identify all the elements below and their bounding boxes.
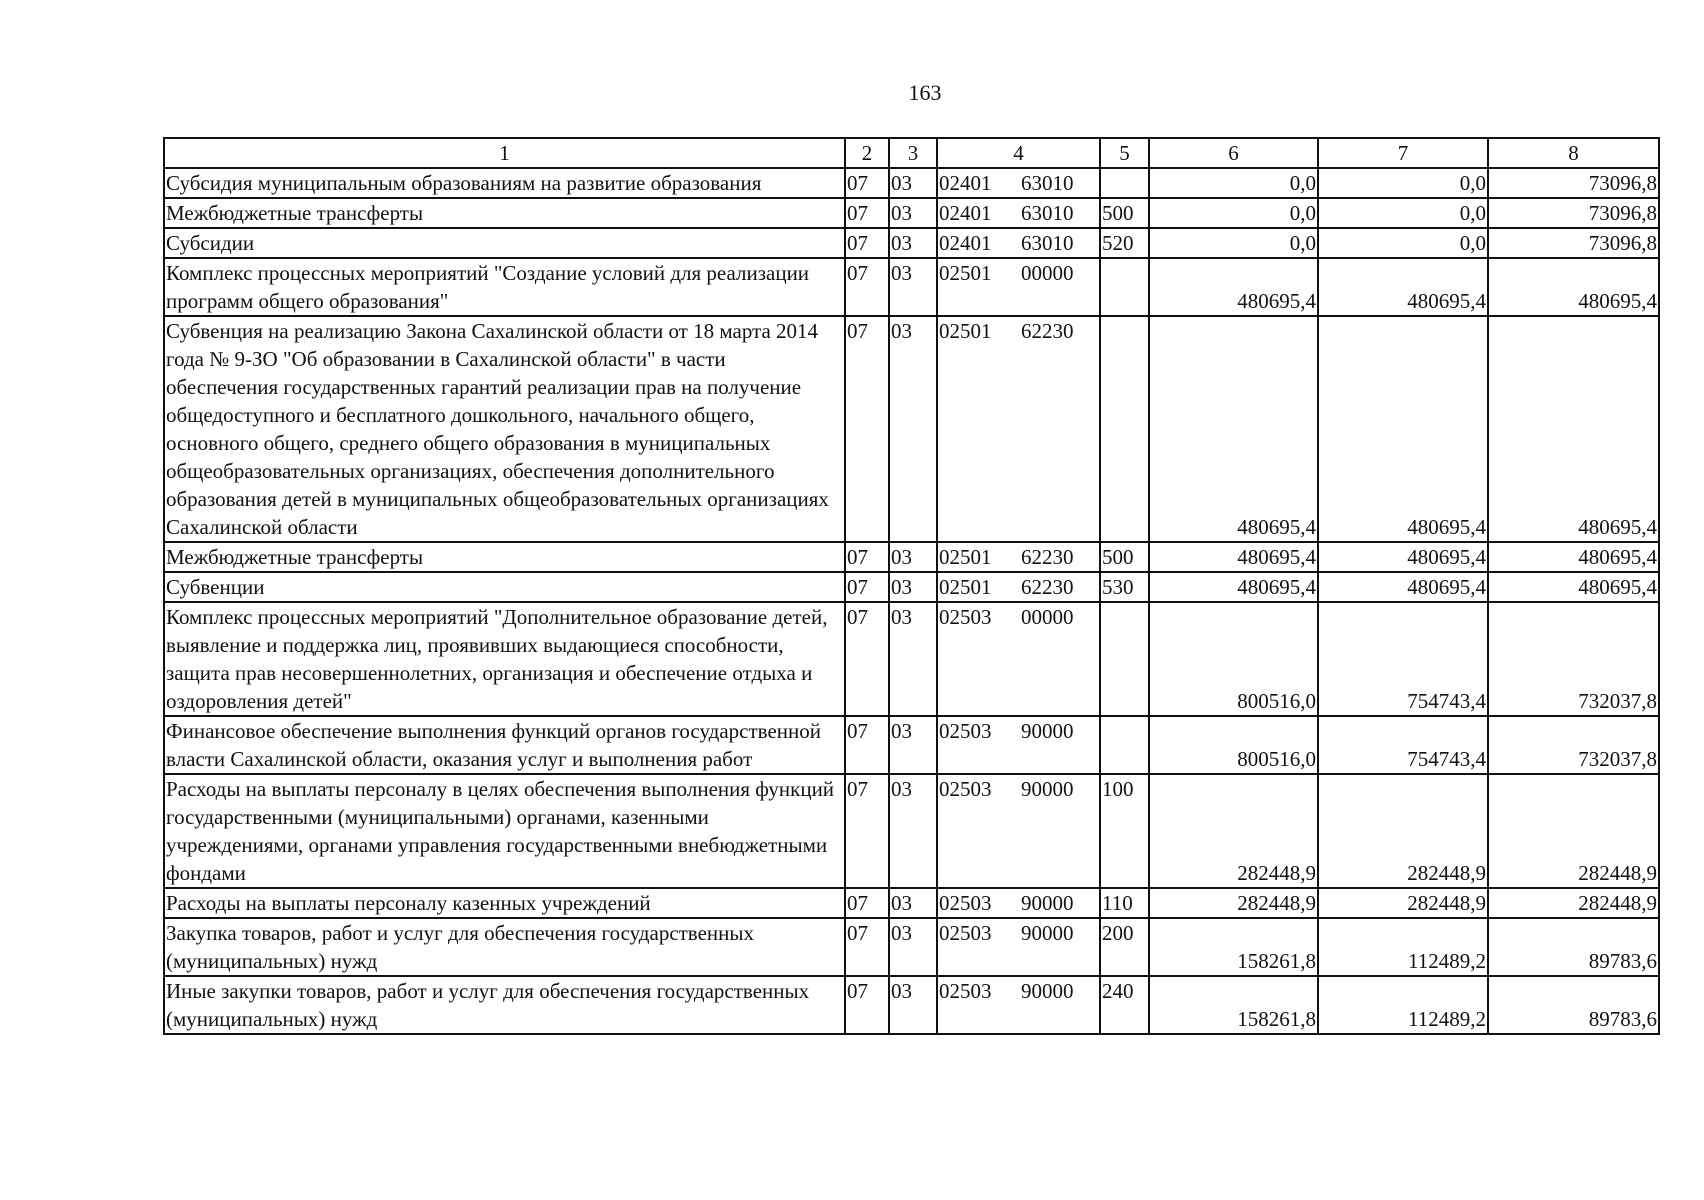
target-article-direction: 63010	[1021, 231, 1074, 255]
table-row	[164, 228, 1659, 258]
subsection-code: 03	[889, 542, 937, 572]
section-code: 07	[845, 258, 889, 316]
page-number: 163	[908, 80, 942, 105]
target-article-code	[937, 602, 1100, 716]
amount-col-6: 0,0	[1149, 228, 1318, 258]
table-row	[164, 774, 1659, 888]
target-article-direction: 00000	[1021, 261, 1074, 285]
target-article-program: 02401	[939, 231, 992, 255]
target-article-code	[937, 168, 1100, 198]
subsection-code: 03	[889, 228, 937, 258]
amount-col-8: 732037,8	[1488, 716, 1659, 774]
amount-col-6: 480695,4	[1149, 572, 1318, 602]
section-code: 07	[845, 602, 889, 716]
table-row	[164, 572, 1659, 602]
table-row	[164, 316, 1659, 542]
amount-col-6: 282448,9	[1149, 774, 1318, 888]
amount-col-8: 73096,8	[1488, 228, 1659, 258]
subsection-code: 03	[889, 168, 937, 198]
section-code: 07	[845, 542, 889, 572]
row-name: Финансовое обеспечение выполнения функций органов государственной власти Сахалинской области, оказания услуг и выполнения работ	[164, 716, 845, 774]
target-article-direction: 63010	[1021, 201, 1074, 225]
subsection-code: 03	[889, 774, 937, 888]
table-row	[164, 542, 1659, 572]
expense-type-code: 240	[1100, 976, 1149, 1034]
expense-type-code: 100	[1100, 774, 1149, 888]
target-article-code	[937, 572, 1100, 602]
amount-col-8: 282448,9	[1488, 774, 1659, 888]
row-name: Закупка товаров, работ и услуг для обеспечения государственных (муниципальных) нужд	[164, 918, 845, 976]
table-row	[164, 976, 1659, 1034]
section-code: 07	[845, 888, 889, 918]
amount-col-7: 480695,4	[1318, 542, 1488, 572]
target-article-code	[937, 258, 1100, 316]
subsection-code: 03	[889, 888, 937, 918]
amount-col-7: 480695,4	[1318, 572, 1488, 602]
row-name: Субвенции	[164, 572, 845, 602]
target-article-code	[937, 228, 1100, 258]
target-article-program: 02503	[939, 921, 992, 945]
subsection-code: 03	[889, 716, 937, 774]
target-article-direction: 90000	[1021, 777, 1074, 801]
amount-col-6: 0,0	[1149, 168, 1318, 198]
header-col-8: 8	[1488, 138, 1659, 168]
section-code: 07	[845, 316, 889, 542]
subsection-code: 03	[889, 918, 937, 976]
expense-type-code: 200	[1100, 918, 1149, 976]
amount-col-7: 112489,2	[1318, 918, 1488, 976]
target-article-program: 02503	[939, 979, 992, 1003]
amount-col-7: 754743,4	[1318, 716, 1488, 774]
target-article-direction: 62230	[1021, 319, 1074, 343]
amount-col-8: 89783,6	[1488, 976, 1659, 1034]
table-row	[164, 198, 1659, 228]
expense-type-code	[1100, 716, 1149, 774]
target-article-code	[937, 542, 1100, 572]
subsection-code: 03	[889, 316, 937, 542]
target-article-code	[937, 774, 1100, 888]
section-code: 07	[845, 168, 889, 198]
section-code: 07	[845, 976, 889, 1034]
target-article-direction: 63010	[1021, 171, 1074, 195]
target-article-code	[937, 716, 1100, 774]
subsection-code: 03	[889, 602, 937, 716]
target-article-program: 02503	[939, 719, 992, 743]
amount-col-7: 480695,4	[1318, 316, 1488, 542]
expense-type-code: 520	[1100, 228, 1149, 258]
section-code: 07	[845, 716, 889, 774]
amount-col-7: 282448,9	[1318, 774, 1488, 888]
target-article-code	[937, 198, 1100, 228]
section-code: 07	[845, 572, 889, 602]
expense-type-code	[1100, 602, 1149, 716]
target-article-direction: 90000	[1021, 979, 1074, 1003]
expense-type-code	[1100, 316, 1149, 542]
row-name: Межбюджетные трансферты	[164, 198, 845, 228]
table-row	[164, 918, 1659, 976]
subsection-code: 03	[889, 198, 937, 228]
header-col-1: 1	[164, 138, 845, 168]
expense-type-code	[1100, 168, 1149, 198]
subsection-code: 03	[889, 976, 937, 1034]
row-name: Субсидия муниципальным образованиям на развитие образования	[164, 168, 845, 198]
amount-col-8: 480695,4	[1488, 542, 1659, 572]
expense-type-code	[1100, 258, 1149, 316]
amount-col-7: 0,0	[1318, 228, 1488, 258]
amount-col-7: 754743,4	[1318, 602, 1488, 716]
row-name: Расходы на выплаты персоналу в целях обеспечения выполнения функций государственными (муниципальными) органами, казенными учреждениями, органами управления государственными внебюджетными фондами	[164, 774, 845, 888]
target-article-program: 02501	[939, 261, 992, 285]
amount-col-7: 112489,2	[1318, 976, 1488, 1034]
target-article-program: 02503	[939, 891, 992, 915]
expense-type-code: 500	[1100, 542, 1149, 572]
header-col-6: 6	[1149, 138, 1318, 168]
subsection-code: 03	[889, 258, 937, 316]
header-col-7: 7	[1318, 138, 1488, 168]
target-article-program: 02401	[939, 201, 992, 225]
target-article-program: 02503	[939, 605, 992, 629]
table-row	[164, 888, 1659, 918]
target-article-code	[937, 918, 1100, 976]
target-article-direction: 90000	[1021, 719, 1074, 743]
expense-type-code: 530	[1100, 572, 1149, 602]
amount-col-6: 0,0	[1149, 198, 1318, 228]
amount-col-8: 89783,6	[1488, 918, 1659, 976]
target-article-code	[937, 976, 1100, 1034]
amount-col-6: 158261,8	[1149, 918, 1318, 976]
expense-type-code: 110	[1100, 888, 1149, 918]
expense-type-code: 500	[1100, 198, 1149, 228]
target-article-program: 02503	[939, 777, 992, 801]
target-article-program: 02501	[939, 575, 992, 599]
table-body	[164, 168, 1659, 1034]
amount-col-8: 732037,8	[1488, 602, 1659, 716]
row-name: Расходы на выплаты персоналу казенных учреждений	[164, 888, 845, 918]
amount-col-8: 480695,4	[1488, 572, 1659, 602]
target-article-direction: 00000	[1021, 605, 1074, 629]
header-col-4: 4	[937, 138, 1100, 168]
section-code: 07	[845, 228, 889, 258]
header-col-2: 2	[845, 138, 889, 168]
amount-col-8: 73096,8	[1488, 198, 1659, 228]
amount-col-6: 480695,4	[1149, 258, 1318, 316]
amount-col-6: 480695,4	[1149, 542, 1318, 572]
subsection-code: 03	[889, 572, 937, 602]
amount-col-8: 480695,4	[1488, 316, 1659, 542]
section-code: 07	[845, 918, 889, 976]
target-article-program: 02501	[939, 319, 992, 343]
table-row	[164, 258, 1659, 316]
row-name: Межбюджетные трансферты	[164, 542, 845, 572]
amount-col-6: 480695,4	[1149, 316, 1318, 542]
section-code: 07	[845, 774, 889, 888]
amount-col-7: 0,0	[1318, 168, 1488, 198]
target-article-direction: 62230	[1021, 575, 1074, 599]
row-name: Комплекс процессных мероприятий "Создание условий для реализации программ общего образования"	[164, 258, 845, 316]
target-article-direction: 62230	[1021, 545, 1074, 569]
section-code: 07	[845, 198, 889, 228]
target-article-code	[937, 316, 1100, 542]
amount-col-6: 158261,8	[1149, 976, 1318, 1034]
budget-table	[163, 137, 1660, 1035]
row-name: Субсидии	[164, 228, 845, 258]
amount-col-8: 73096,8	[1488, 168, 1659, 198]
target-article-code	[937, 888, 1100, 918]
table-row	[164, 602, 1659, 716]
header-row	[164, 138, 1659, 168]
amount-col-7: 282448,9	[1318, 888, 1488, 918]
amount-col-7: 0,0	[1318, 198, 1488, 228]
row-name: Субвенция на реализацию Закона Сахалинской области от 18 марта 2014 года № 9-ЗО "Об образовании в Сахалинской области" в части обеспечения государственных гарантий реализации прав на получение общедоступного и бесплатного дошкольного, начального общего, основного общего, среднего общего образования в муниципальных общеобразовательных организациях, обеспечения дополнительного образования детей в муниципальных общеобразовательных организациях Сахалинской области	[164, 316, 845, 542]
table-row	[164, 716, 1659, 774]
table-row	[164, 168, 1659, 198]
target-article-program: 02501	[939, 545, 992, 569]
row-name: Иные закупки товаров, работ и услуг для обеспечения государственных (муниципальных) нужд	[164, 976, 845, 1034]
amount-col-8: 480695,4	[1488, 258, 1659, 316]
target-article-direction: 90000	[1021, 891, 1074, 915]
row-name: Комплекс процессных мероприятий "Дополнительное образование детей, выявление и поддержка лиц, проявивших выдающиеся способности, защита прав несовершеннолетних, организация и обеспечение отдыха и оздоровления детей"	[164, 602, 845, 716]
amount-col-8: 282448,9	[1488, 888, 1659, 918]
amount-col-6: 800516,0	[1149, 716, 1318, 774]
amount-col-6: 800516,0	[1149, 602, 1318, 716]
amount-col-6: 282448,9	[1149, 888, 1318, 918]
amount-col-7: 480695,4	[1318, 258, 1488, 316]
target-article-direction: 90000	[1021, 921, 1074, 945]
header-col-5: 5	[1100, 138, 1149, 168]
header-col-3: 3	[889, 138, 937, 168]
target-article-program: 02401	[939, 171, 992, 195]
